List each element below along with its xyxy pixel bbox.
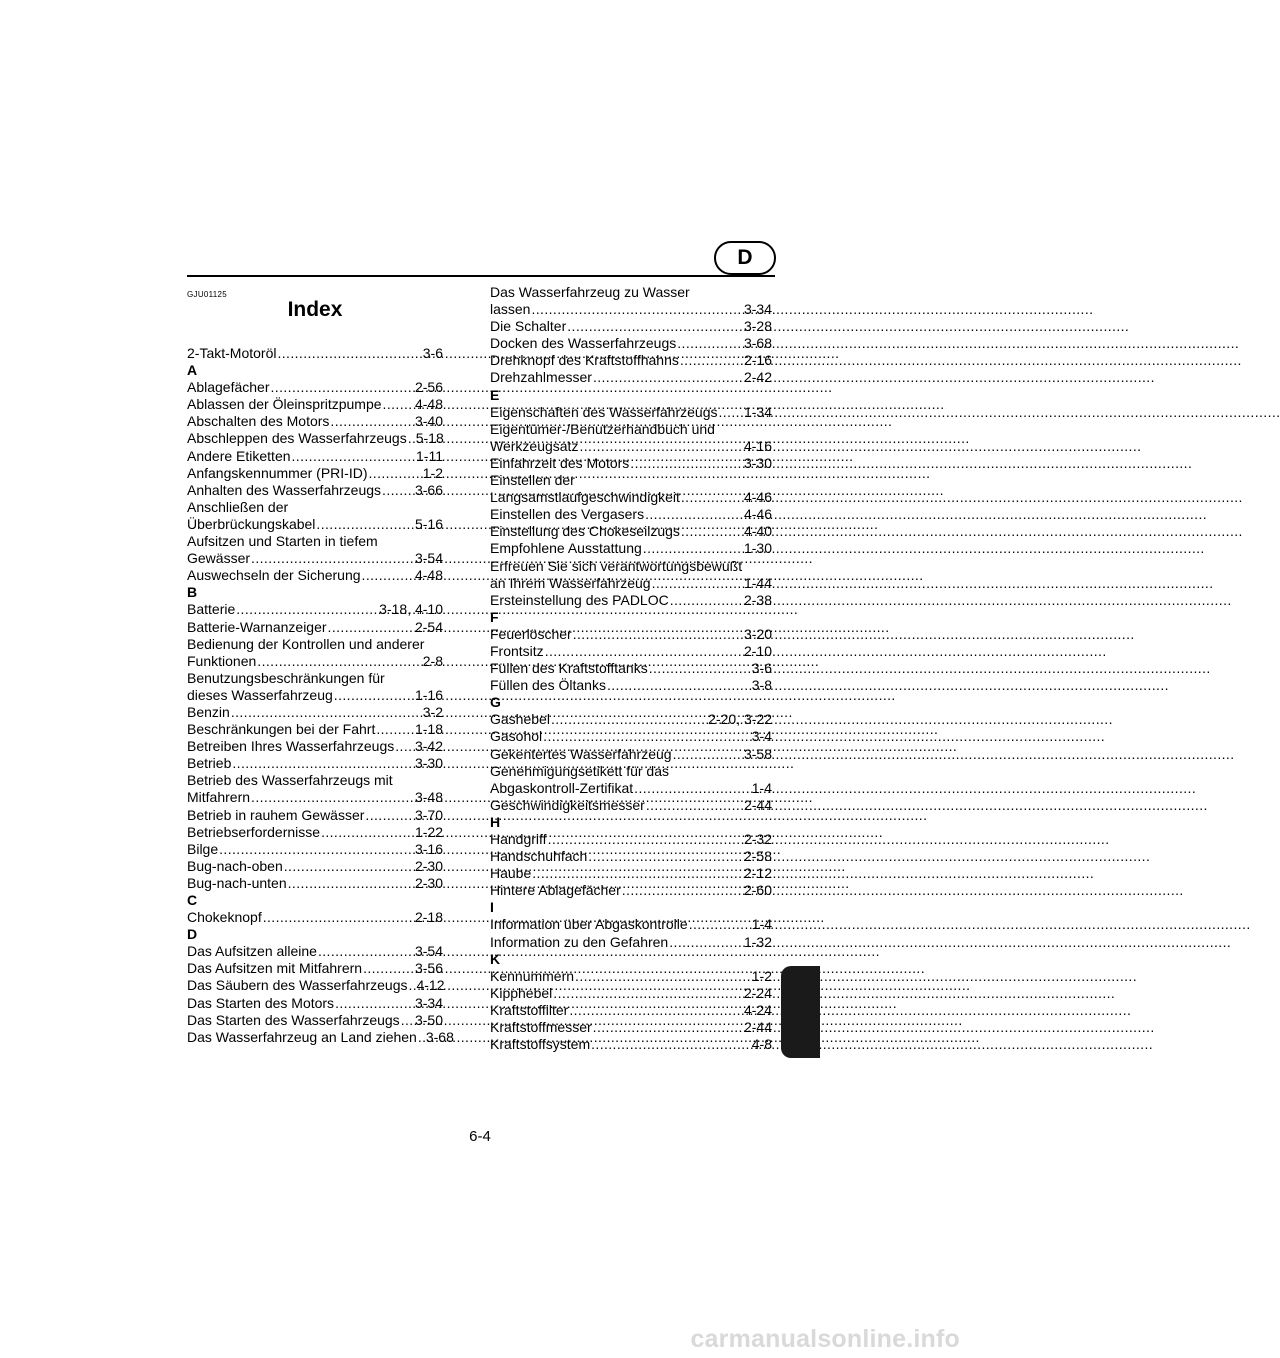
index-entry xyxy=(490,831,772,848)
index-entry xyxy=(187,1028,454,1046)
entry-term: Kennummern xyxy=(490,967,575,984)
entry-page: 2-24 xyxy=(743,984,772,1001)
entry-continuation: Aufsitzen und Starten in tiefem xyxy=(187,533,378,550)
dot-leader xyxy=(271,379,413,396)
entry-page: 3-58 xyxy=(743,745,772,762)
entry-term: Einstellen des Vergasers xyxy=(490,506,645,523)
entry-page: 3-56 xyxy=(414,960,443,977)
entry-term: lassen xyxy=(490,301,531,318)
dot-leader xyxy=(232,755,413,772)
entry-term: Benzin xyxy=(187,703,230,720)
dot-leader xyxy=(251,550,413,567)
dot-leader xyxy=(569,1002,742,1019)
dot-leader xyxy=(335,995,413,1012)
dot-leader xyxy=(284,858,413,875)
dot-leader xyxy=(719,404,742,421)
entry-page: 4-8 xyxy=(751,1036,772,1053)
entry-term: Auswechseln der Sicherung xyxy=(187,567,361,584)
dot-leader xyxy=(689,916,750,933)
dot-leader xyxy=(219,841,413,858)
section-letter: A xyxy=(187,362,198,379)
index-entry xyxy=(490,865,772,882)
index-entry xyxy=(490,746,772,763)
entry-term: 2-Takt-Motoröl xyxy=(187,345,277,361)
entry-term: Abgaskontroll-Zertifikat xyxy=(490,779,634,796)
dot-leader xyxy=(383,396,413,413)
entry-page: 5-18 xyxy=(415,430,444,447)
dot-leader xyxy=(362,567,413,584)
entry-page: 3-30 xyxy=(743,454,772,471)
index-entry xyxy=(187,619,443,636)
entry-term: Bug-nach-oben xyxy=(187,857,283,874)
dot-leader xyxy=(251,789,413,806)
entry-term: Gasohol xyxy=(490,728,543,745)
section-letter: E xyxy=(490,386,500,403)
entry-term: Frontsitz xyxy=(490,642,544,659)
entry-page: 3-20 xyxy=(743,625,772,642)
entry-page: 2-30 xyxy=(414,874,443,891)
entry-page: 2-44 xyxy=(743,1019,772,1036)
dot-leader xyxy=(369,465,421,482)
entry-term: Anfangskennummer (PRI-ID) xyxy=(187,464,368,481)
entry-page: 4-24 xyxy=(743,1001,772,1018)
entry-page: 3-42 xyxy=(414,738,443,755)
section-letter: G xyxy=(490,694,501,711)
entry-term: Ablassen der Öleinspritzpumpe xyxy=(187,396,382,413)
entry-continuation: Genehmigungsetikett für das xyxy=(490,762,669,779)
index-entry xyxy=(187,875,443,892)
dot-leader xyxy=(593,369,742,386)
entry-term: Mitfahrern xyxy=(187,789,251,806)
index-entry xyxy=(187,567,443,584)
entry-continuation: Eigentümer-/Benutzerhandbuch und xyxy=(490,420,715,437)
index-entry xyxy=(490,575,772,592)
entry-term: Gekentertes Wasserfahrzeug xyxy=(490,745,672,762)
entry-page: 4-48 xyxy=(414,567,443,584)
section-letter: D xyxy=(187,926,198,943)
index-entry xyxy=(187,601,443,618)
entry-page: 1-16 xyxy=(414,686,443,703)
entry-continuation: Anschließen der xyxy=(187,498,289,515)
dot-leader xyxy=(401,1012,413,1029)
entry-page: 2-38 xyxy=(743,591,772,608)
entry-page: 3-30 xyxy=(414,755,443,772)
index-entry xyxy=(490,455,772,472)
dot-leader xyxy=(645,506,742,523)
entry-term: an Ihrem Wasserfahrzeug xyxy=(490,574,651,591)
entry-page: 3-70 xyxy=(414,806,443,823)
dot-leader xyxy=(591,1036,750,1053)
entry-term: Empfohlene Ausstattung xyxy=(490,540,642,557)
entry-continuation: Benutzungsbeschränkungen für xyxy=(187,669,385,686)
entry-term: Betrieb in rauhem Gewässer xyxy=(187,806,365,823)
entry-page: 2-12 xyxy=(743,865,772,882)
entry-page: 3-54 xyxy=(414,943,443,960)
index-entry xyxy=(490,404,772,421)
dot-leader xyxy=(643,540,742,557)
dot-leader xyxy=(630,455,742,472)
entry-page: 4-48 xyxy=(414,396,443,413)
entry-page: 3-28 xyxy=(743,318,772,335)
language-badge: D xyxy=(714,241,776,275)
dot-leader xyxy=(257,653,420,670)
entry-page: 5-16 xyxy=(414,515,443,532)
index-entry xyxy=(187,1012,443,1029)
index-entry xyxy=(490,1036,772,1053)
index-entry xyxy=(490,352,772,369)
entry-page: 1-34 xyxy=(743,403,772,420)
entry-term: Betrieb xyxy=(187,755,232,772)
dot-leader xyxy=(607,677,750,694)
dot-leader xyxy=(543,728,750,745)
entry-page: 3-40 xyxy=(414,413,443,430)
entry-term: Handgriff xyxy=(490,831,547,847)
entry-term: Batterie-Warnanzeiger xyxy=(187,618,327,635)
dot-leader xyxy=(677,335,742,352)
entry-page: 3-4 xyxy=(751,728,772,745)
entry-page: 1-2 xyxy=(751,967,772,984)
entry-page: 2-20, 3-22 xyxy=(708,711,772,728)
dot-leader xyxy=(334,687,413,704)
dot-leader xyxy=(288,875,413,892)
dot-leader xyxy=(382,482,413,499)
index-entry xyxy=(490,643,772,660)
dot-leader xyxy=(236,601,377,618)
entry-term: Kraftstoffilter xyxy=(490,1001,569,1018)
index-entry xyxy=(187,824,443,841)
entry-page: 4-46 xyxy=(743,506,772,523)
entry-term: Hintere Ablagefächer xyxy=(490,882,621,899)
entry-page: 4-46 xyxy=(743,489,772,506)
entry-continuation: Betrieb des Wasserfahrzeugs mit xyxy=(187,772,393,789)
index-entry xyxy=(187,960,443,977)
section-letter: B xyxy=(187,584,198,601)
entry-page: 3-50 xyxy=(414,1011,443,1028)
entry-term: Ablagefächer xyxy=(187,379,270,396)
entry-term: Einfahrzeit des Motors xyxy=(490,454,630,471)
entry-page: 2-10 xyxy=(743,642,772,659)
entry-continuation: Erfreuen Sie sich verantwortungsbewußt xyxy=(490,557,743,574)
entry-term: Andere Etiketten xyxy=(187,447,291,464)
entry-term: dieses Wasserfahrzeug xyxy=(187,686,333,703)
index-entry xyxy=(187,841,443,858)
dot-leader xyxy=(634,780,750,797)
index-entry xyxy=(490,506,772,523)
section-letter: K xyxy=(490,950,501,967)
dot-leader xyxy=(575,968,750,985)
dot-leader xyxy=(531,301,742,318)
entry-term: Das Wasserfahrzeug an Land ziehen xyxy=(187,1028,417,1045)
index-entry xyxy=(187,345,443,362)
index-entry xyxy=(187,516,443,533)
dot-leader xyxy=(649,660,750,677)
dot-leader xyxy=(292,448,415,465)
dot-leader xyxy=(545,643,742,660)
entry-term: Langsamstlaufgeschwindigkeit xyxy=(490,489,680,506)
dot-leader xyxy=(680,352,742,369)
entry-term: Das Säubern des Wasserfahrzeugs xyxy=(187,977,408,994)
index-entry xyxy=(490,438,772,455)
entry-term: Feuerlöscher xyxy=(490,625,572,642)
dot-leader xyxy=(669,934,742,951)
entry-page: 1-11 xyxy=(416,447,443,464)
index-entry xyxy=(490,318,772,335)
watermark: carmanualsonline.info xyxy=(690,1325,960,1353)
entry-page: 1-4 xyxy=(751,916,772,933)
index-entry xyxy=(187,995,443,1012)
entry-page: 3-66 xyxy=(414,481,443,498)
doc-code: GJU01125 xyxy=(187,290,228,299)
entry-page: 1-2 xyxy=(422,464,443,481)
index-entry xyxy=(490,1002,772,1019)
dot-leader xyxy=(681,523,742,540)
index-column-right xyxy=(490,284,772,1053)
entry-page: 2-8 xyxy=(422,652,443,669)
entry-page: 2-16 xyxy=(743,352,772,369)
entry-page: 2-54 xyxy=(414,618,443,635)
dot-leader xyxy=(646,797,742,814)
page-title: Index xyxy=(287,298,343,321)
index-entry xyxy=(187,977,443,994)
index-entry xyxy=(490,797,772,814)
chapter-tab xyxy=(781,966,820,1058)
index-entry xyxy=(490,711,772,728)
index-entry xyxy=(187,379,443,396)
index-entry xyxy=(490,592,772,609)
index-entry xyxy=(187,789,443,806)
index-entry xyxy=(187,909,443,926)
index-entry xyxy=(187,465,443,482)
entry-term: Das Aufsitzen alleine xyxy=(187,943,317,960)
index-column-left xyxy=(187,345,454,1046)
entry-term: Eigenschaften des Wasserfahrzeugs xyxy=(490,403,718,420)
entry-page: 1-30 xyxy=(743,540,772,557)
entry-continuation: Einstellen der xyxy=(490,472,575,489)
index-entry xyxy=(187,687,443,704)
dot-leader xyxy=(567,318,742,335)
entry-continuation: Das Wasserfahrzeug zu Wasser xyxy=(490,284,690,300)
index-entry xyxy=(490,1019,772,1036)
index-entry xyxy=(187,807,443,824)
dot-leader xyxy=(573,626,742,643)
index-entry xyxy=(490,301,772,318)
entry-page: 4-40 xyxy=(743,523,772,540)
section-letter: H xyxy=(490,813,501,830)
index-entry xyxy=(490,882,772,899)
index-entry xyxy=(187,704,443,721)
entry-page: 3-8 xyxy=(751,677,772,694)
dot-leader xyxy=(316,516,413,533)
index-entry xyxy=(187,858,443,875)
index-entry xyxy=(490,335,772,352)
entry-term: Beschränkungen bei der Fahrt xyxy=(187,721,376,738)
index-entry xyxy=(490,626,772,643)
entry-page: 4-12 xyxy=(416,977,445,994)
entry-term: Information zu den Gefahren xyxy=(490,933,669,950)
entry-term: Ersteinstellung des PADLOC xyxy=(490,591,669,608)
dot-leader xyxy=(263,909,413,926)
entry-page: 3-68 xyxy=(425,1028,454,1045)
entry-term: Das Aufsitzen mit Mitfahrern xyxy=(187,960,363,977)
entry-term: Gewässer xyxy=(187,550,251,567)
index-entry xyxy=(490,540,772,557)
header-rule xyxy=(187,275,775,277)
entry-term: Information über Abgaskontrolle xyxy=(490,916,688,933)
entry-page: 1-22 xyxy=(414,823,443,840)
entry-term: Abschleppen des Wasserfahrzeugs xyxy=(187,430,407,447)
entry-term: Betriebserfordernisse xyxy=(187,823,321,840)
entry-page: 1-44 xyxy=(743,574,772,591)
dot-leader xyxy=(328,619,413,636)
dot-leader xyxy=(365,807,413,824)
dot-leader xyxy=(231,704,421,721)
entry-term: Überbrückungskabel xyxy=(187,515,316,532)
index-entry xyxy=(187,413,443,430)
dot-leader xyxy=(622,882,742,899)
entry-term: Das Starten des Motors xyxy=(187,994,335,1011)
index-entry xyxy=(187,448,443,465)
entry-page: 3-48 xyxy=(414,789,443,806)
entry-term: Drehzahlmesser xyxy=(490,369,592,386)
entry-page: 1-4 xyxy=(751,779,772,796)
entry-page: 1-32 xyxy=(743,933,772,950)
page-number: 6-4 xyxy=(469,1128,491,1145)
dot-leader xyxy=(330,413,413,430)
entry-term: Werkzeugsatz xyxy=(490,437,579,454)
dot-leader xyxy=(418,1029,424,1046)
index-entry xyxy=(490,916,772,933)
entry-term: Chokeknopf xyxy=(187,909,262,926)
index-entry xyxy=(490,728,772,745)
entry-term: Geschwindigkeitsmesser xyxy=(490,796,645,813)
entry-term: Haube xyxy=(490,865,532,882)
entry-term: Gashebel xyxy=(490,711,550,728)
section-letter: I xyxy=(490,899,494,916)
entry-page: 2-44 xyxy=(743,796,772,813)
index-entry xyxy=(187,482,443,499)
entry-term: Die Schalter xyxy=(490,318,567,335)
dot-leader xyxy=(408,430,414,447)
entry-continuation: Bedienung der Kontrollen und anderer xyxy=(187,635,425,652)
dot-leader xyxy=(277,345,420,362)
dot-leader xyxy=(376,721,413,738)
entry-page: 3-54 xyxy=(414,550,443,567)
entry-page: 2-32 xyxy=(743,831,772,847)
entry-page: 2-58 xyxy=(743,848,772,865)
entry-term: Kraftstoffsystem xyxy=(490,1036,591,1053)
entry-page: 2-42 xyxy=(743,369,772,386)
dot-leader xyxy=(588,848,742,865)
dot-leader xyxy=(551,711,706,728)
dot-leader xyxy=(673,746,742,763)
dot-leader xyxy=(532,865,742,882)
entry-term: Batterie xyxy=(187,601,236,618)
entry-page: 2-30 xyxy=(414,857,443,874)
entry-term: Anhalten des Wasserfahrzeugs xyxy=(187,481,382,498)
entry-term: Abschalten des Motors xyxy=(187,413,330,430)
entry-term: Einstellung des Chokeseilzugs xyxy=(490,523,680,540)
entry-page: 3-6 xyxy=(751,660,772,677)
dot-leader xyxy=(318,943,413,960)
dot-leader xyxy=(652,575,742,592)
entry-term: Bug-nach-unten xyxy=(187,874,287,891)
entry-term: Betreiben Ihres Wasserfahrzeugs xyxy=(187,738,395,755)
dot-leader xyxy=(681,489,742,506)
index-entry xyxy=(490,660,772,677)
entry-term: Kipphebel xyxy=(490,984,553,1001)
index-entry xyxy=(490,489,772,506)
index-entry xyxy=(490,934,772,951)
index-entry xyxy=(490,780,772,797)
entry-term: Handschuhfach xyxy=(490,848,588,865)
index-entry xyxy=(490,985,772,1002)
dot-leader xyxy=(548,831,742,848)
entry-page: 3-2 xyxy=(422,703,443,720)
entry-term: Bilge xyxy=(187,840,219,857)
index-entry xyxy=(187,721,443,738)
dot-leader xyxy=(553,985,742,1002)
entry-page: 2-56 xyxy=(414,379,443,396)
entry-page: 3-68 xyxy=(743,335,772,352)
index-entry xyxy=(187,738,443,755)
entry-term: Das Starten des Wasserfahrzeugs xyxy=(187,1011,400,1028)
entry-page: 3-34 xyxy=(743,301,772,318)
entry-term: Docken des Wasserfahrzeugs xyxy=(490,335,677,352)
entry-page: 4-16 xyxy=(743,437,772,454)
entry-term: Drehknopf des Kraftstoffhahns xyxy=(490,352,679,369)
index-entry xyxy=(187,396,443,413)
entry-page: 2-18 xyxy=(414,909,443,926)
entry-page: 3-34 xyxy=(414,994,443,1011)
entry-page: 1-18 xyxy=(414,721,443,738)
entry-page: 3-18, 4-10 xyxy=(379,601,443,618)
index-entry xyxy=(490,968,772,985)
dot-leader xyxy=(670,592,742,609)
dot-leader xyxy=(593,1019,742,1036)
entry-page: 3-16 xyxy=(414,840,443,857)
index-entry xyxy=(187,550,443,567)
dot-leader xyxy=(408,977,414,994)
dot-leader xyxy=(363,960,413,977)
dot-leader xyxy=(395,738,413,755)
entry-term: Funktionen xyxy=(187,652,257,669)
dot-leader xyxy=(321,824,413,841)
index-entry xyxy=(490,523,772,540)
section-letter: C xyxy=(187,892,198,908)
index-entry xyxy=(490,369,772,386)
entry-page: 2-60 xyxy=(743,882,772,899)
index-entry xyxy=(187,653,443,670)
index-entry xyxy=(490,677,772,694)
entry-term: Füllen des Öltanks xyxy=(490,677,606,694)
index-entry xyxy=(187,430,443,447)
index-entry xyxy=(187,943,443,960)
index-entry xyxy=(490,848,772,865)
entry-page: 3-6 xyxy=(422,345,443,361)
entry-term: Füllen des Kraftstofftanks xyxy=(490,660,648,677)
index-entry xyxy=(187,755,443,772)
entry-term: Kraftstoffmesser xyxy=(490,1019,592,1036)
section-letter: F xyxy=(490,608,499,625)
dot-leader xyxy=(579,438,742,455)
